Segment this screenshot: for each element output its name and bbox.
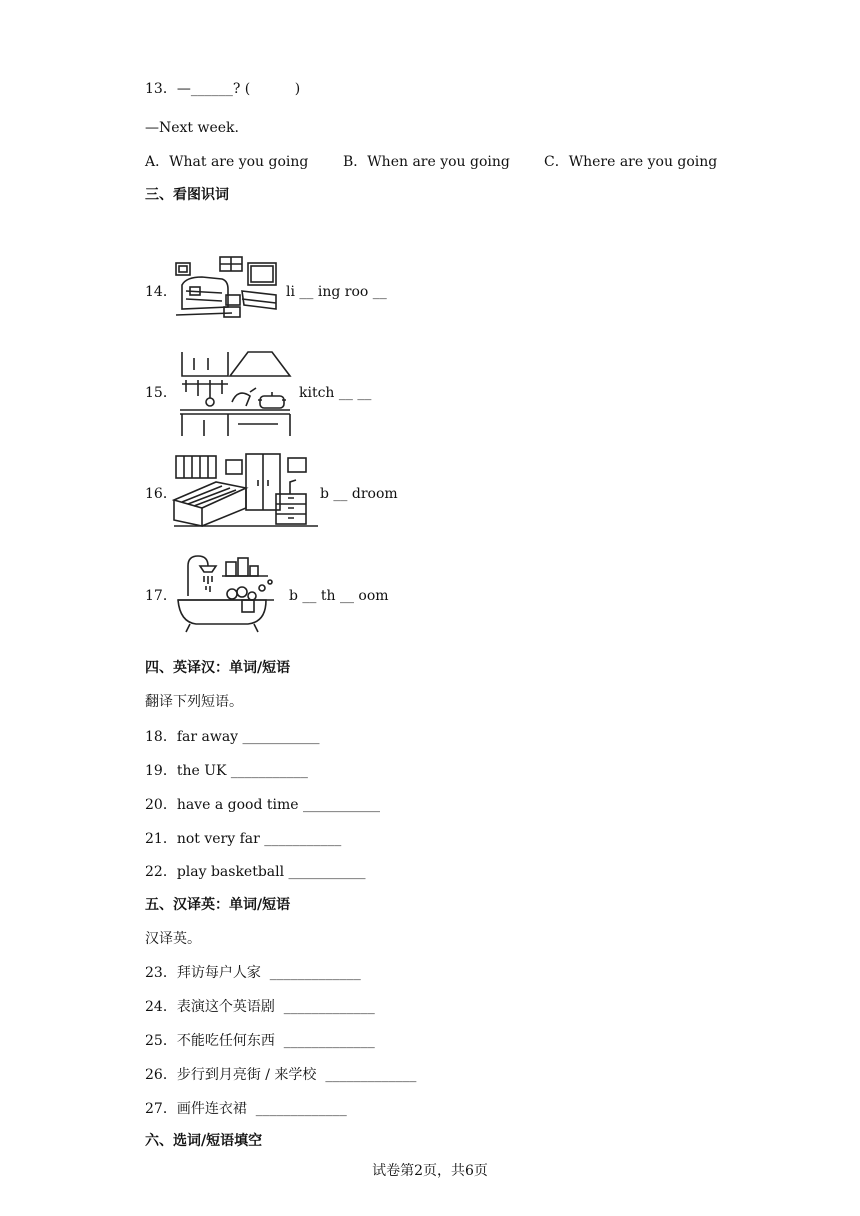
option-c: C．Where are you going xyxy=(544,154,718,170)
bedroom-icon xyxy=(172,452,318,528)
section-4-title: 四、英译汉：单词/短语 xyxy=(145,660,291,676)
item-14-number: 14． xyxy=(145,284,177,300)
item-16-number: 16． xyxy=(145,486,177,502)
living-room-icon xyxy=(172,255,282,325)
bathroom-icon xyxy=(176,552,280,634)
item-25: 25．不能吃任何东西 _____________ xyxy=(145,1033,375,1049)
item-22: 22．play basketball ___________ xyxy=(145,864,366,880)
section-6-title: 六、选词/短语填空 xyxy=(145,1133,263,1149)
item-20: 20．have a good time ___________ xyxy=(145,797,380,813)
item-19: 19．the UK ___________ xyxy=(145,763,308,779)
item-26: 26．步行到月亮街 / 来学校 _____________ xyxy=(145,1067,417,1083)
section-5-instruction: 汉译英。 xyxy=(145,931,201,947)
item-17-word: b __ th __ oom xyxy=(289,588,389,604)
section-5-title: 五、汉译英：单词/短语 xyxy=(145,897,291,913)
item-18: 18．far away ___________ xyxy=(145,729,320,745)
question-13-answer: —Next week. xyxy=(145,120,239,136)
section-3-title: 三、看图识词 xyxy=(145,187,229,203)
item-23: 23．拜访每户人家 _____________ xyxy=(145,965,361,981)
item-14-word: li __ ing roo __ xyxy=(286,284,387,300)
item-16-word: b __ droom xyxy=(320,486,398,502)
section-4-instruction: 翻译下列短语。 xyxy=(145,694,243,710)
kitchen-icon xyxy=(178,348,292,438)
item-15-word: kitch __ __ xyxy=(299,385,372,401)
option-b: B．When are you going xyxy=(343,154,510,170)
page-footer: 试卷第2页，共6页 xyxy=(372,1163,488,1179)
item-27: 27．画件连衣裙 _____________ xyxy=(145,1101,347,1117)
item-15-number: 15． xyxy=(145,385,177,401)
question-13-stem: 13．—______? ( ) xyxy=(145,81,301,97)
option-a: A．What are you going xyxy=(145,154,309,170)
item-17-number: 17． xyxy=(145,588,177,604)
item-24: 24．表演这个英语剧 _____________ xyxy=(145,999,375,1015)
item-21: 21．not very far ___________ xyxy=(145,831,342,847)
